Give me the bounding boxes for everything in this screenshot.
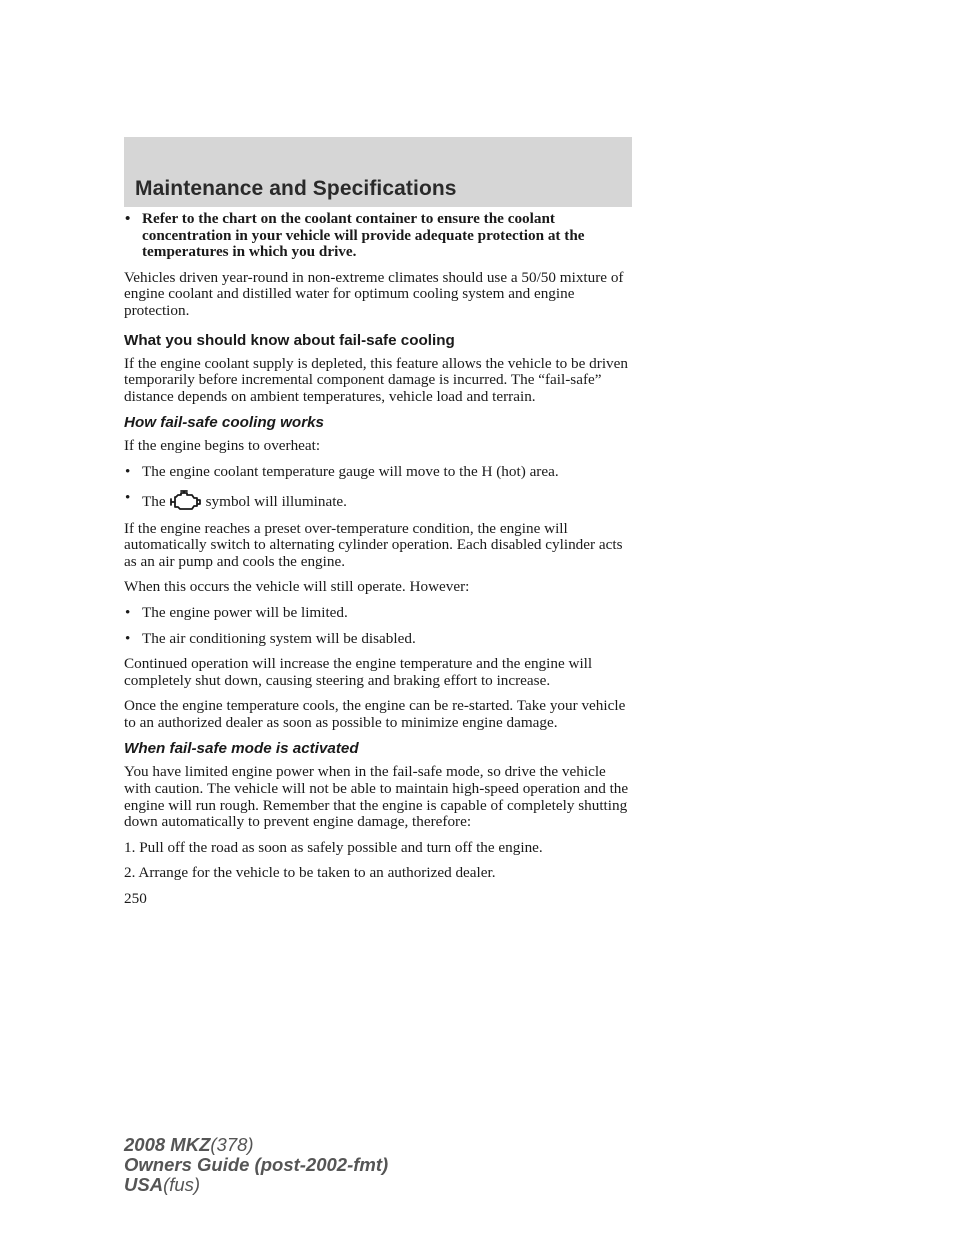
paragraph-continued: Continued operation will increase the engine temperature and the engine will completely shut down, causing steering and braking effort to increase. (124, 655, 593, 689)
bullet-ac-disabled (124, 631, 634, 648)
footer-model: 2008 MKZ (124, 1134, 211, 1155)
section-title: Maintenance and Specifications (135, 177, 457, 200)
paragraph-once-cools: Once the engine temperature cools, the engine can be re-started. Take your vehicle to an authorized dealer as soon as possible to minimize engine damage. (124, 697, 626, 731)
bullet-power-limited (124, 605, 634, 622)
subheading-how-it-works: How fail-safe cooling works (124, 414, 325, 432)
check-engine-icon (168, 490, 202, 512)
bullet-dot: • (125, 629, 131, 647)
bullet-dot: • (125, 462, 131, 480)
paragraph-overheat: If the engine begins to overheat: (124, 437, 321, 455)
footer-model-code: (378) (210, 1134, 254, 1155)
bullet-text-before: The (142, 492, 166, 510)
document-footer (124, 1135, 388, 1195)
paragraph-limited-power: You have limited engine power when in the fail-safe mode, so drive the vehicle with caution. The vehicle will not be able to maintain high-speed operation and the engine will run rough. Remember that the engine is capable of completely shutting down automatically to prevent engine damage, therefore: (124, 763, 629, 831)
bullet-gauge (124, 464, 634, 481)
paragraph-year-round: Vehicles driven year-round in non-extreme climates should use a 50/50 mixture of engine coolant and distilled water for optimum cooling system and engine protection. (124, 268, 624, 319)
page-number: 250 (124, 890, 147, 908)
bullet-coolant-chart (124, 211, 634, 261)
bullet-text: The engine power will be limited. (142, 603, 348, 621)
footer-line-3 (124, 1175, 388, 1195)
footer-line-2: Owners Guide (post-2002-fmt) (124, 1154, 389, 1175)
paragraph-depleted: If the engine coolant supply is depleted, this feature allows the vehicle to be driven temporarily before incremental component damage is incurred. The “fail-safe” distance depends on ambient temperatures, vehicle load and terrain. (124, 354, 628, 405)
bullet-dot: • (125, 210, 131, 227)
bullet-text-after: symbol will illuminate. (205, 492, 347, 510)
bullet-dot: • (125, 603, 131, 621)
footer-market-code: (fus) (163, 1174, 201, 1195)
step-1: 1. Pull off the road as soon as safely possible and turn off the engine. (124, 838, 543, 856)
bullet-text: The air conditioning system will be disabled. (142, 629, 416, 647)
page-content (124, 211, 634, 908)
paragraph-when-occurs: When this occurs the vehicle will still operate. However: (124, 578, 470, 596)
subheading-when-activated: When fail-safe mode is activated (124, 740, 359, 758)
bullet-text: The engine coolant temperature gauge will move to the H (hot) area. (142, 462, 559, 480)
paragraph-preset: If the engine reaches a preset over-temperature condition, the engine will automatically switch to alternating cylinder operation. Each disabled cylinder acts as an air pump and cools the engine. (124, 519, 623, 570)
step-2: 2. Arrange for the vehicle to be taken to an authorized dealer. (124, 864, 496, 882)
footer-line-1 (124, 1135, 388, 1155)
heading-failsafe-cooling: What you should know about fail-safe cooling (124, 331, 455, 349)
bullet-symbol (124, 490, 634, 512)
bullet-dot: • (125, 488, 131, 506)
footer-market: USA (124, 1174, 164, 1195)
section-header-bar (124, 137, 632, 207)
bullet-text: Refer to the chart on the coolant container to ensure the coolant concentration in your vehicle will provide adequate protection at the temperatures in which you drive. (142, 210, 585, 261)
